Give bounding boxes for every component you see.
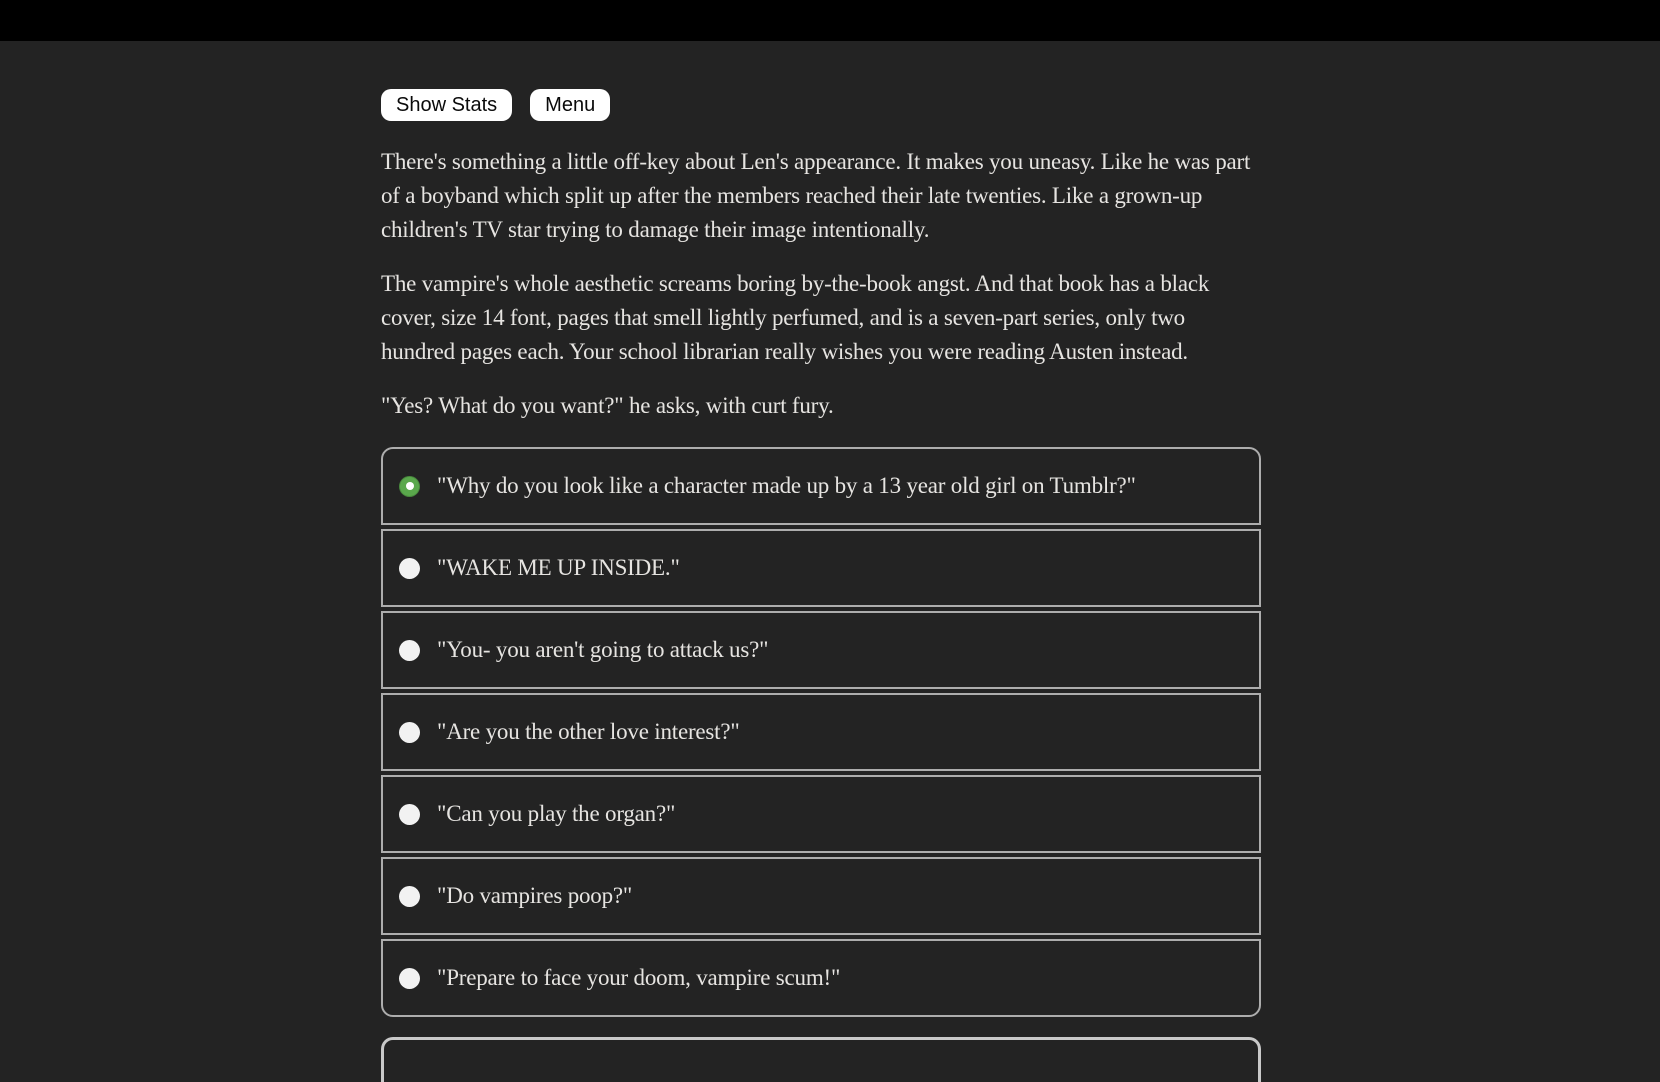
show-stats-button[interactable]: Show Stats: [381, 89, 512, 121]
radio-button[interactable]: [399, 804, 420, 825]
choice-label: "WAKE ME UP INSIDE.": [437, 555, 680, 580]
story-paragraph: There's something a little off-key about Len's appearance. It makes you uneasy. Like he was part of a boyband which split up after the members reached their late twenties. Like a grown-up children's TV star trying to damage their image intentionally.: [381, 149, 1251, 242]
choice-label: "Are you the other love interest?": [437, 719, 740, 744]
radio-button[interactable]: [399, 886, 420, 907]
menu-button[interactable]: Menu: [530, 89, 610, 121]
radio-button[interactable]: [399, 640, 420, 661]
choice-label: "You- you aren't going to attack us?": [437, 637, 769, 662]
choice-label: "Can you play the organ?": [437, 801, 676, 826]
choice-label: "Prepare to face your doom, vampire scum!": [437, 965, 841, 990]
choice-label: "Why do you look like a character made up by a 13 year old girl on Tumblr?": [437, 473, 1136, 498]
choice-option-tumblr[interactable]: [381, 447, 1261, 525]
choice-label: "Do vampires poop?": [437, 883, 633, 908]
story-paragraph: "Yes? What do you want?" he asks, with curt fury.: [381, 393, 834, 418]
choice-option-wake-me-up[interactable]: [381, 529, 1261, 607]
next-section-partial-box[interactable]: [381, 1037, 1261, 1082]
choice-option-face-your-doom[interactable]: [381, 939, 1261, 1017]
top-black-bar: [0, 0, 1660, 41]
radio-button[interactable]: [399, 558, 420, 579]
story-text: [381, 145, 1261, 423]
game-toolbar: [381, 89, 1261, 121]
choice-option-love-interest[interactable]: [381, 693, 1261, 771]
game-content-column: [381, 41, 1261, 1082]
radio-button[interactable]: [399, 968, 420, 989]
story-paragraph: The vampire's whole aesthetic screams boring by-the-book angst. And that book has a black cover, size 14 font, pages that smell lightly perfumed, and is a seven-part series, only two hundred pages each. Your school librarian really wishes you were reading Austen instead.: [381, 271, 1210, 364]
choice-option-vampires-poop[interactable]: [381, 857, 1261, 935]
choice-option-organ[interactable]: [381, 775, 1261, 853]
radio-button[interactable]: [399, 722, 420, 743]
choice-list: [381, 447, 1261, 1017]
radio-button[interactable]: [399, 476, 420, 497]
choice-option-not-attack[interactable]: [381, 611, 1261, 689]
